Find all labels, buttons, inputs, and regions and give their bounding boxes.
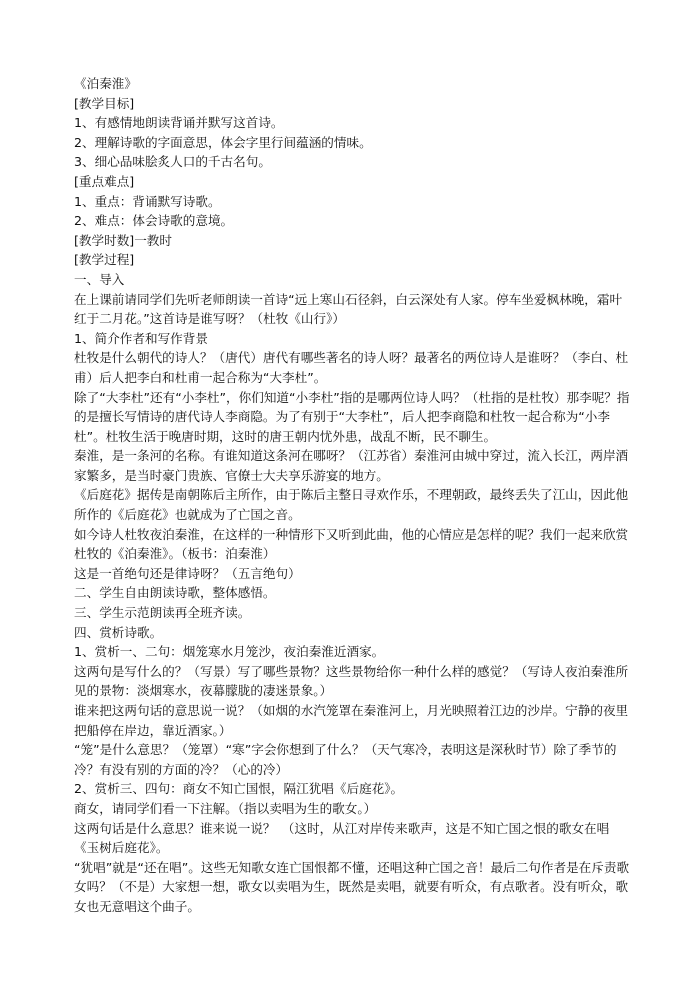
step-heading-intro: 一、导入: [74, 271, 125, 287]
paragraph: 商女，请同学们看一下注解。（指以卖唱为生的歌女。）: [74, 800, 377, 816]
step-heading: 三、学生示范朗读再全班齐读。: [74, 605, 251, 621]
paragraph: “犹唱”就是“还在唱”。这些无知歌女连亡国恨都不懂，还唱这种亡国之音！最后二句作者是在斥责歌女吗？（不是）大家想一想，歌女以卖唱为生，既然是卖唱，就要有听众，有点歌者。没有听众，歌女也无意唱这个曲子。: [74, 859, 630, 914]
lesson-title: 《泊秦淮》: [74, 76, 137, 91]
sub-heading-lines-1-2: 1、赏析一、二句：烟笼寒水月笼沙，夜泊秦淮近酒家。: [74, 644, 385, 660]
section-heading-objectives: [教学目标]: [74, 95, 135, 111]
paragraph: 秦淮，是一条河的名称。有谁知道这条河在哪呀？（江苏省）秦淮河由城中穿过，流入长江，两岸酒家繁多，是当时豪门贵族、官僚士大夫享乐游宴的地方。: [74, 448, 629, 483]
section-heading-key-points: [重点难点]: [74, 173, 135, 189]
sub-heading-background: 1、简介作者和写作背景: [74, 330, 208, 346]
paragraph: 杜牧是什么朝代的诗人？（唐代）唐代有哪些著名的诗人呀？最著名的两位诗人是谁呀？（李白、杜甫）后人把李白和杜甫一起合称为“大李杜”。: [74, 350, 629, 385]
paragraph: 谁来把这两句话的意思说一说？（如烟的水汽笼罩在秦淮河上，月光映照着江边的沙岸。宁静的夜里把船停在岸边，靠近酒家。）: [74, 703, 629, 738]
paragraph: 这两句话是什么意思？谁来说一说？ （这时，从江对岸传来歌声，这是不知亡国之恨的歌女在唱《玉树后庭花》。: [74, 820, 610, 856]
step-heading: 二、学生自由朗读诗歌，整体感悟。: [74, 585, 276, 601]
section-heading-process: [教学过程]: [74, 252, 135, 268]
key-point-item: 1、重点：背诵默写诗歌。: [74, 193, 221, 209]
paragraph: 在上课前请同学们先听老师朗读一首诗“远上寒山石径斜，白云深处有人家。停车坐爱枫林晚，霜叶红于二月花。”这首诗是谁写呀？（杜牧《山行》）: [74, 291, 623, 327]
key-point-item: 2、难点：体会诗歌的意境。: [74, 213, 234, 229]
objective-item: 1、有感情地朗读背诵并默写这首诗。: [74, 115, 284, 131]
paragraph: 这两句是写什么的？（写景）写了哪些景物？这些景物给你一种什么样的感觉？（写诗人夜泊秦淮所见的景物：淡烟寒水，夜幕朦胧的凄迷景象。）: [74, 663, 629, 699]
document-page: [74, 74, 634, 917]
objective-item: 2、理解诗歌的字面意思，体会字里行间蕴涵的情味。: [74, 134, 372, 150]
paragraph: 如今诗人杜牧夜泊秦淮，在这样的一种情形下又听到此曲，他的心情应是怎样的呢？我们一起来欣赏杜牧的《泊秦淮》。（板书：泊秦淮）: [74, 526, 629, 562]
paragraph: “笼”是什么意思？（笼罩）“寒”字会你想到了什么？（天气寒冷，表明这是深秋时节）除了季节的冷？有没有别的方面的冷？（心的冷）: [74, 742, 617, 777]
objective-item: 3、细心品味脍炙人口的千古名句。: [74, 154, 271, 170]
paragraph: 这是一首绝句还是律诗呀？（五言绝句）: [74, 565, 301, 581]
sub-heading-lines-3-4: 2、赏析三、四句：商女不知亡国恨，隔江犹唱《后庭花》。: [74, 781, 404, 797]
step-heading: 四、赏析诗歌。: [74, 624, 163, 640]
paragraph: 除了“大李杜”还有“小李杜”，你们知道“小李杜”指的是哪两位诗人吗？（杜指的是杜牧）那李呢？指的是擅长写情诗的唐代诗人李商隐。为了有别于“大李杜”，后人把李商隐和杜牧一起合称为“小李杜”。杜牧生活于晚唐时期，这时的唐王朝内忧外患，战乱不断，民不聊生。: [74, 389, 630, 444]
paragraph: 《后庭花》据传是南朝陈后主所作，由于陈后主整日寻欢作乐，不理朝政，最终丢失了江山，因此他所作的《后庭花》也就成为了亡国之音。: [74, 487, 629, 523]
section-heading-hours: [教学时数]一教时: [74, 232, 172, 248]
